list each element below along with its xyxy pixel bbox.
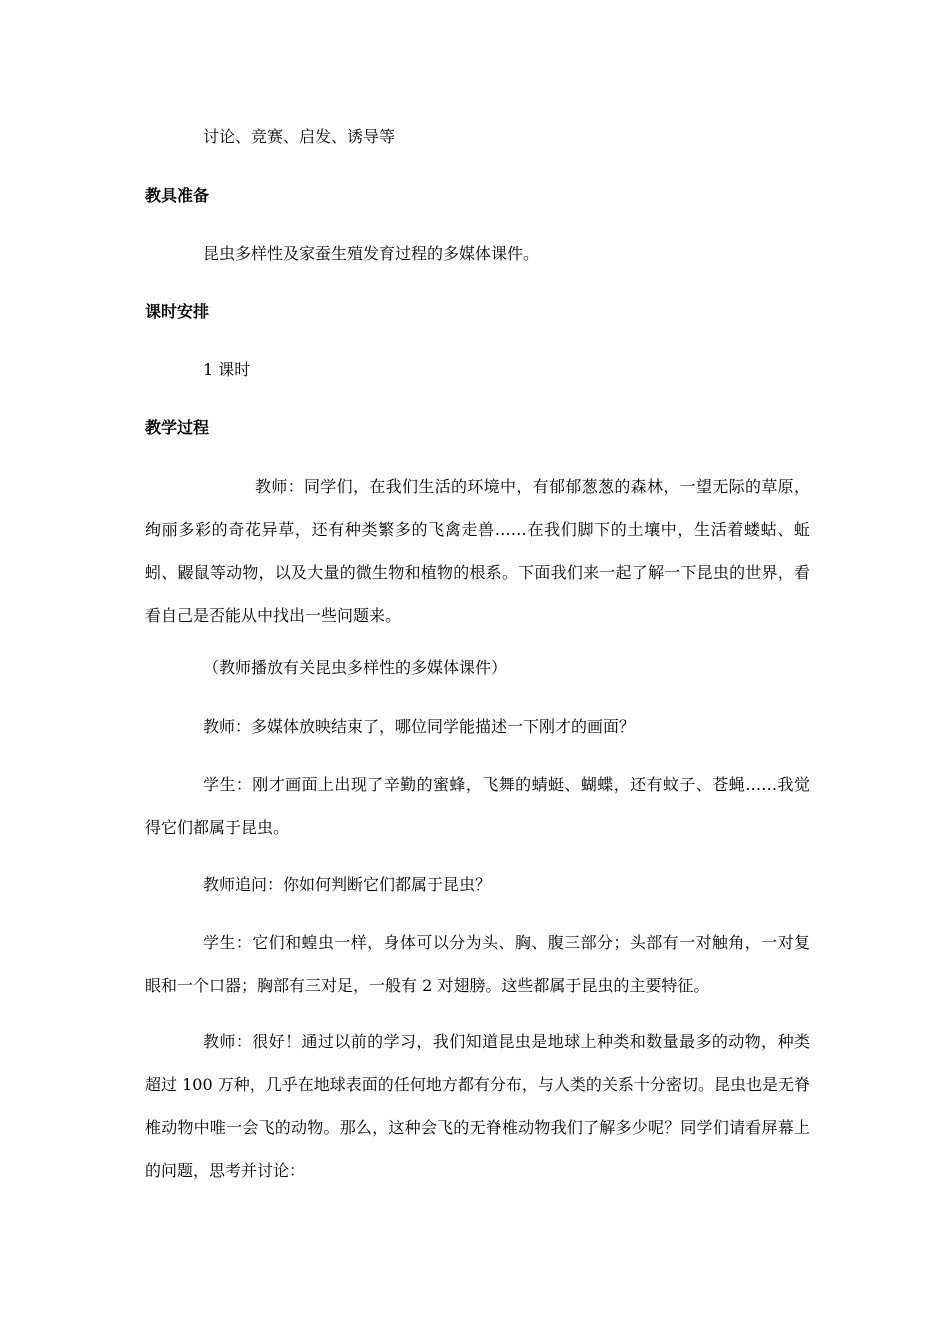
paragraph-student-answer-1: 学生：刚才画面上出现了辛勤的蜜蜂，飞舞的蜻蜓、蝴蝶，还有蚊子、苍蝇……我觉得它们都属于昆虫。 <box>145 775 810 837</box>
paragraph-teacher-follow-up: 教师追问：你如何判断它们都属于昆虫？ <box>203 875 492 894</box>
class-schedule-text: 1 课时 <box>203 360 251 379</box>
paragraph-teacher-question: 教师：多媒体放映结束了，哪位同学能描述一下刚才的画面？ <box>203 717 636 736</box>
paragraph-play-courseware: （教师播放有关昆虫多样性的多媒体课件） <box>203 658 508 677</box>
paragraph-teacher-intro: 教师：同学们，在我们生活的环境中，有郁郁葱葱的森林，一望无际的草原，绚丽多彩的奇花异草，还有种类繁多的飞禽走兽……在我们脚下的土壤中，生活着蝼蛄、蚯蚓、鼹鼠等动物，以及大量的微生物和植物的根系。下面我们来一起了解一下昆虫的世界，看看自己是否能从中找出一些问题来。 <box>145 477 810 625</box>
teaching-methods-line: 讨论、竞赛、启发、诱导等 <box>203 127 396 146</box>
heading-teaching-process: 教学过程 <box>145 418 210 437</box>
heading-teaching-tools: 教具准备 <box>145 186 210 205</box>
paragraph-teacher-summary: 教师：很好！通过以前的学习，我们知道昆虫是地球上种类和数量最多的动物，种类超过 100 万种，几乎在地球表面的任何地方都有分布，与人类的关系十分密切。昆虫也是无脊椎动物中唯一会飞的动物。那么，这种会飞的无脊椎动物我们了解多少呢？同学们请看屏幕上的问题，思考并讨论： <box>145 1032 810 1180</box>
paragraph-student-answer-2: 学生：它们和蝗虫一样，身体可以分为头、胸、腹三部分；头部有一对触角，一对复眼和一个口器；胸部有三对足，一般有 2 对翅膀。这些都属于昆虫的主要特征。 <box>145 933 810 995</box>
teaching-tools-text: 昆虫多样性及家蚕生殖发育过程的多媒体课件。 <box>203 244 540 263</box>
heading-class-schedule: 课时安排 <box>145 302 210 321</box>
